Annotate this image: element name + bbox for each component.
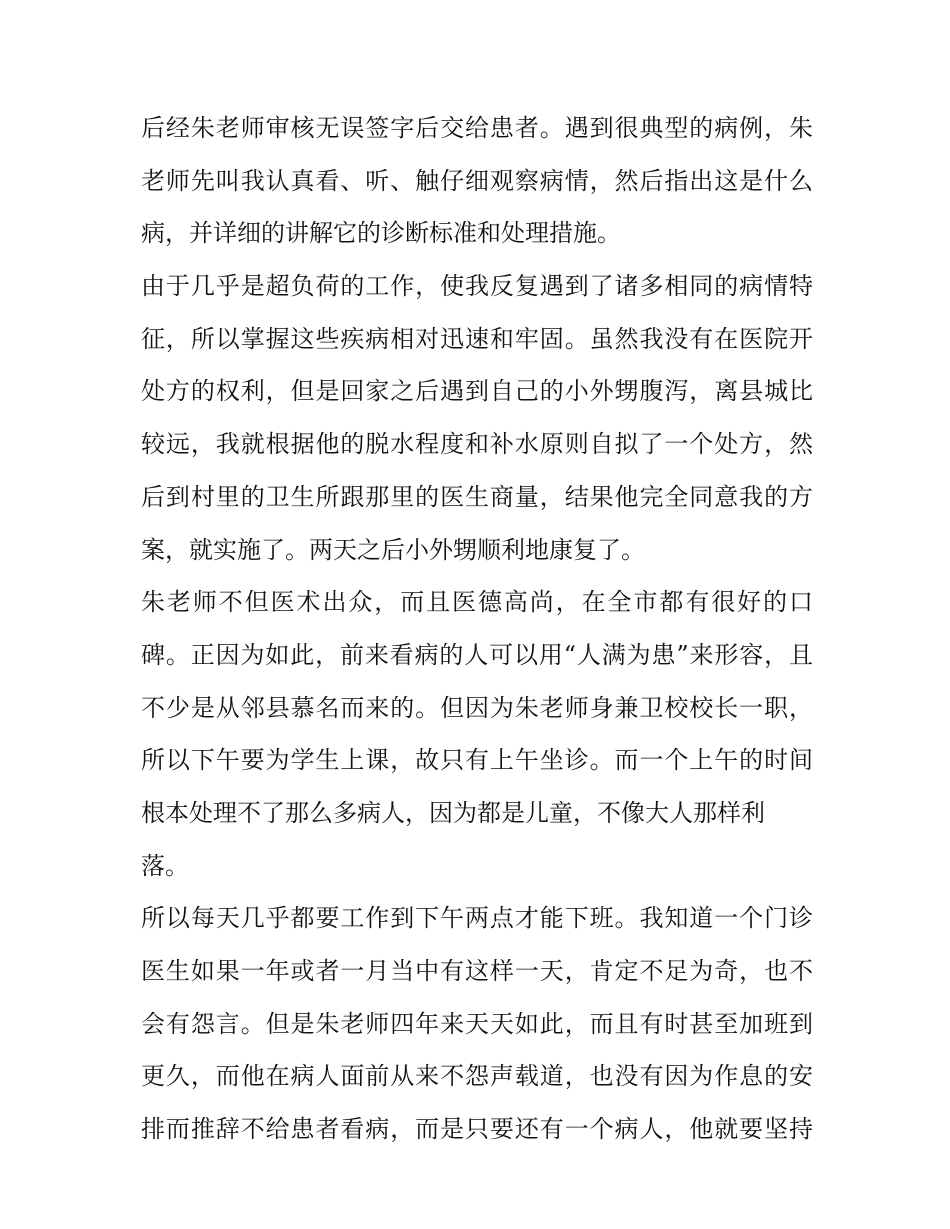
text-line: 征，所以掌握这些疾病相对迅速和牢固。虽然我没有在医院开 — [141, 324, 813, 353]
text-line: 医生如果一年或者一月当中有这样一天，肯定不足为奇，也不 — [141, 957, 813, 985]
text-line: 不少是从邻县慕名而来的。但因为朱老师身兼卫校校长一职， — [141, 693, 813, 722]
text-line: 碑。正因为如此，前来看病的人可以用“人满为患”来形容，且 — [141, 640, 813, 669]
text-line: 后到村里的卫生所跟那里的医生商量，结果他完全同意我的方 — [141, 482, 813, 511]
text-line: 处方的权利，但是回家之后遇到自己的小外甥腹泻，离县城比 — [141, 377, 813, 406]
paragraph-3 — [141, 582, 813, 885]
text-line: 较远，我就根据他的脱水程度和补水原则自拟了一个处方，然 — [141, 430, 813, 459]
text-line: 老师先叫我认真看、听、触仔细观察病情，然后指出这是什么 — [141, 166, 813, 195]
paragraph-2 — [141, 266, 813, 569]
text-line: 所以每天几乎都要工作到下午两点才能下班。我知道一个门诊 — [141, 904, 813, 933]
text-line: 根本处理不了那么多病人，因为都是儿童，不像大人那样利 — [141, 798, 765, 827]
text-line: 更久，而他在病人面前从来不怨声载道，也没有因为作息的安 — [141, 1062, 813, 1091]
text-line: 病，并详细的讲解它的诊断标准和处理措施。 — [141, 219, 621, 248]
text-line: 案，就实施了。两天之后小外甥顺利地康复了。 — [141, 535, 645, 564]
text-line: 所以下午要为学生上课，故只有上午坐诊。而一个上午的时间 — [141, 746, 813, 775]
paragraph-4 — [141, 898, 813, 1149]
text-line: 落。 — [141, 851, 189, 880]
document-body — [141, 108, 813, 1162]
text-line: 排而推辞不给患者看病，而是只要还有一个病人，他就要坚持 — [141, 1115, 813, 1144]
paragraph-1 — [141, 108, 813, 253]
text-line: 会有怨言。但是朱老师四年来天天如此，而且有时甚至加班到 — [141, 1009, 813, 1038]
text-line: 朱老师不但医术出众，而且医德高尚，在全市都有很好的口 — [141, 588, 813, 617]
text-line: 由于几乎是超负荷的工作，使我反复遇到了诸多相同的病情特 — [141, 272, 813, 301]
text-line: 后经朱老师审核无误签字后交给患者。遇到很典型的病例，朱 — [141, 114, 813, 142]
